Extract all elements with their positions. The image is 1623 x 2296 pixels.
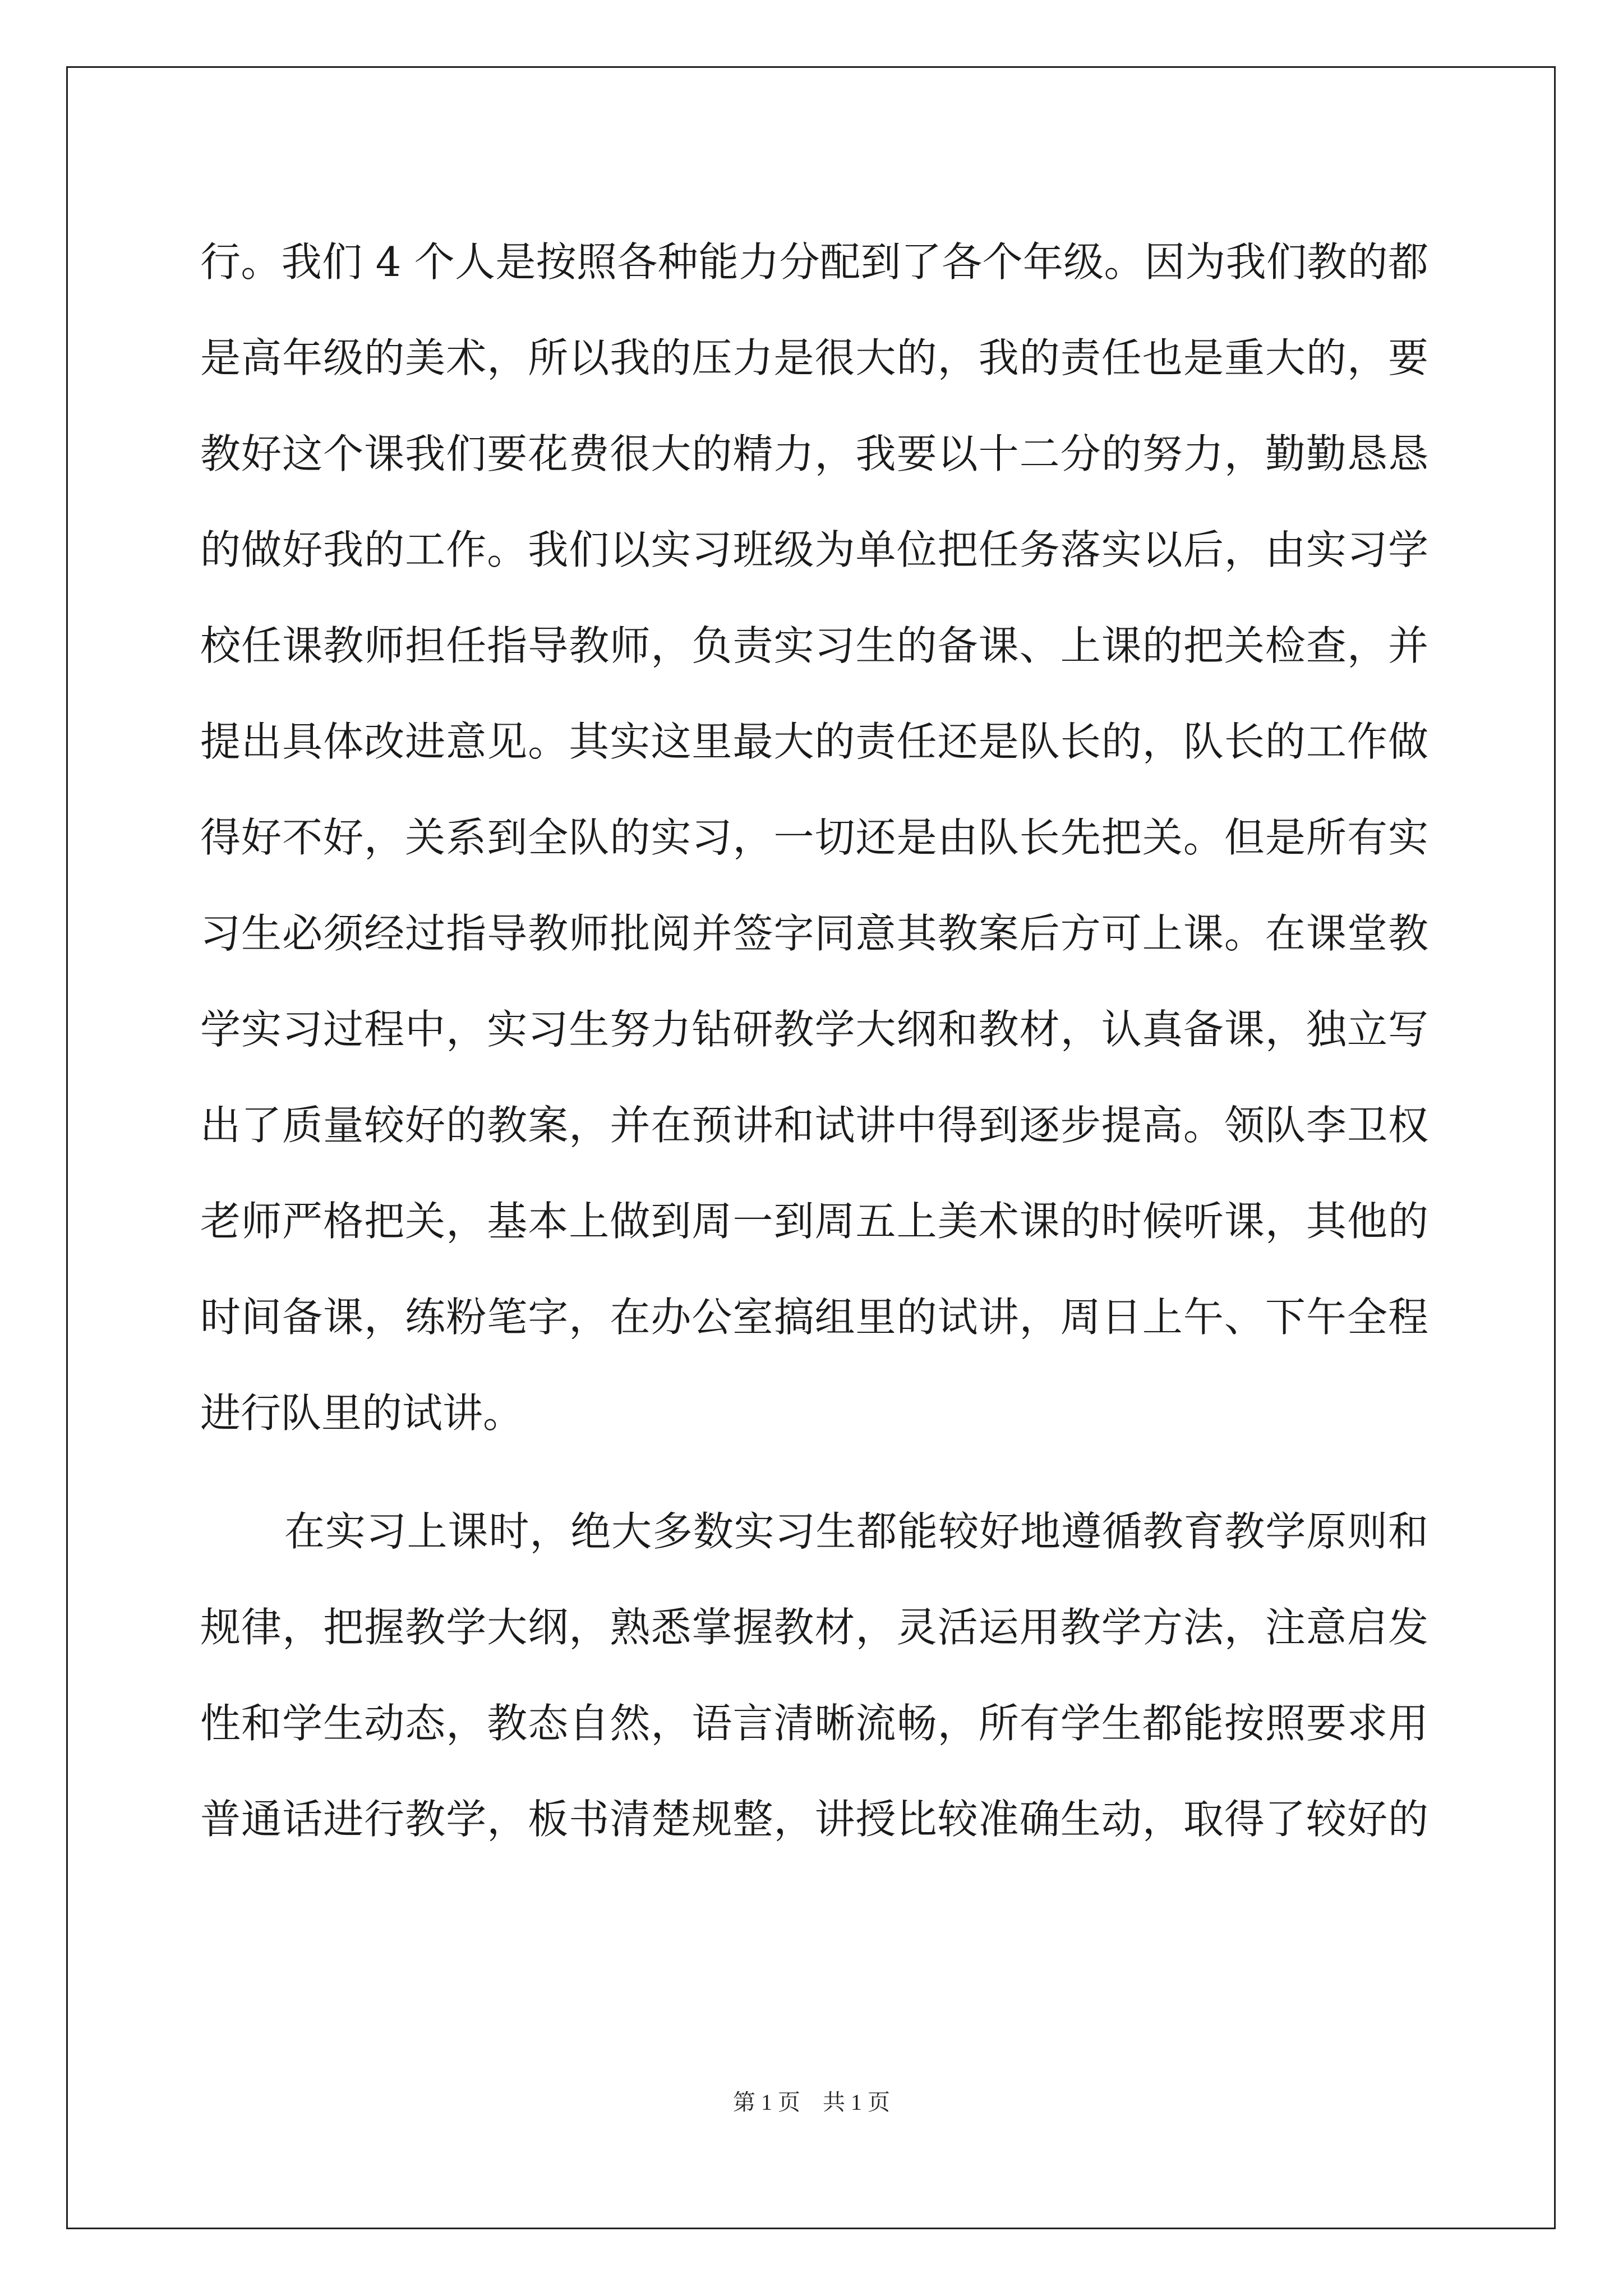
text-line: 学实习过程中，实习生努力钻研教学大纲和教材，认真备课，独立写 <box>200 1006 1428 1053</box>
text-line: 提出具体改进意见。其实这里最大的责任还是队长的，队长的工作做 <box>200 718 1428 765</box>
document-body <box>200 214 1428 1867</box>
text-line: 教好这个课我们要花费很大的精力，我要以十二分的努力，勤勤恳恳 <box>200 430 1428 477</box>
text-line: 老师严格把关，基本上做到周一到周五上美术课的时候听课，其他的 <box>200 1198 1428 1245</box>
text-line: 出了质量较好的教案，并在预讲和试讲中得到逐步提高。领队李卫权 <box>200 1102 1428 1149</box>
text-line: 进行队里的试讲。 <box>200 1389 524 1437</box>
text-line: 普通话进行教学，板书清楚规整，讲授比较准确生动，取得了较好的 <box>200 1796 1428 1843</box>
text-line: 规律，把握教学大纲，熟悉掌握教材，灵活运用教学方法，注意启发 <box>200 1604 1428 1651</box>
text-line: 性和学生动态，教态自然，语言清晰流畅，所有学生都能按照要求用 <box>200 1700 1428 1747</box>
text-line: 在实习上课时，绝大多数实习生都能较好地遵循教育教学原则和 <box>284 1508 1428 1555</box>
text-line: 是高年级的美术，所以我的压力是很大的，我的责任也是重大的，要 <box>200 334 1428 381</box>
text-line: 的做好我的工作。我们以实习班级为单位把任务落实以后，由实习学 <box>200 526 1428 573</box>
text-line: 校任课教师担任指导教师，负责实习生的备课、上课的把关检查，并 <box>200 622 1428 669</box>
text-line: 时间备课，练粉笔字，在办公室搞组里的试讲，周日上午、下午全程 <box>200 1294 1428 1341</box>
text-line: 行。我们 4 个人是按照各种能力分配到了各个年级。因为我们教的都 <box>200 238 1428 286</box>
page-footer: 第 1 页 共 1 页 <box>733 2090 890 2115</box>
text-line: 习生必须经过指导教师批阅并签字同意其教案后方可上课。在课堂教 <box>200 910 1428 957</box>
paragraph-gap <box>200 1461 1428 1484</box>
text-line: 得好不好，关系到全队的实习，一切还是由队长先把关。但是所有实 <box>200 814 1428 861</box>
